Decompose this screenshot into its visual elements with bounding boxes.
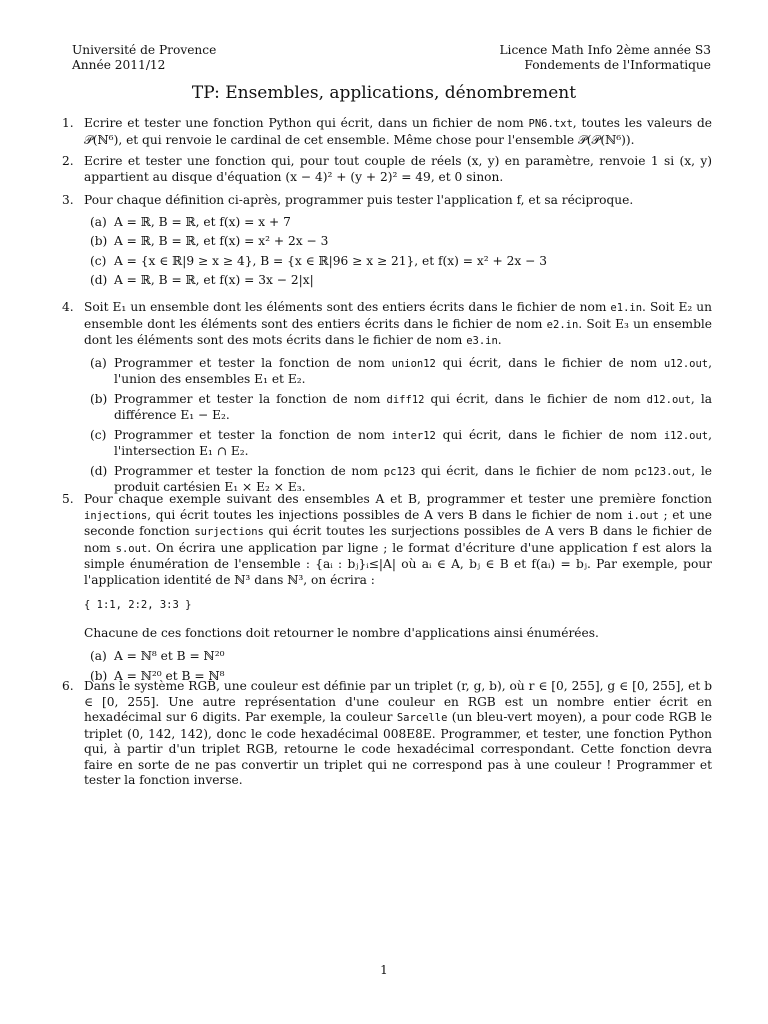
exercise-1 [62,116,712,148]
university-name: Université de Provence [72,43,217,57]
exercise-2 [62,154,712,185]
filename: pc123.out [634,465,692,478]
subitem-d: (d) A = ℝ, B = ℝ, et f(x) = 3x − 2|x| [90,273,314,287]
exercise-5 [62,492,712,684]
subitem-b: (b) A = ℝ, B = ℝ, et f(x) = x² + 2x − 3 [90,234,329,248]
filename: u12.out [663,357,709,370]
header-right [499,43,711,73]
function-name: inter12 [391,429,436,442]
color-name: Sarcelle [396,712,448,724]
exercise-3 [62,193,712,289]
function-name: injections [84,509,148,522]
filename: e3.in [466,335,498,347]
exercise-text: Ecrire et tester une fonction Python qui écrit, dans un fichier de nom PN6.txt, toutes les valeurs de 𝒫(ℕ⁶), et qui renvoie le cardinal de cet ensemble. Même chose pour l'ensemble 𝒫(𝒫(ℕ⁶)). [84,116,712,147]
function-name: diff12 [386,393,425,406]
filename: s.out [115,542,148,555]
filename: d12.out [646,393,691,406]
subitem-b: (b) Programmer et tester la fonction de nom diff12 qui écrit, dans le fichier de nom d12.out, la différence E₁ − E₂. [90,391,712,422]
exercise-number: 2. [62,154,74,168]
exercise-number: 3. [62,193,74,207]
filename: e2.in [546,318,579,331]
header-left [72,43,216,73]
exercise-text: Ecrire et tester une fonction qui, pour tout couple de réels (x, y) en paramètre, renvoie 1 si (x, y) appartient au disque d'équation (x − 4)² + (y + 2)² = 49, et 0 sinon. [84,154,712,184]
exercise-number: 6. [62,679,74,693]
academic-year: Année 2011/12 [72,58,166,72]
exercise-4 [62,300,712,496]
course-name: Fondements de l'Informatique [524,58,711,72]
subitem-a: (a) A = ℕ⁸ et B = ℕ²⁰ [90,649,225,663]
subitem-b: (b) A = ℕ²⁰ et B = ℕ⁸ [90,668,225,683]
subitem-c: (c) A = {x ∈ ℝ|9 ≥ x ≥ 4}, B = {x ∈ ℝ|96 ≥ x ≥ 21}, et f(x) = x² + 2x − 3 [90,253,547,268]
filename: i.out [627,509,659,522]
exercise-number: 5. [62,492,74,506]
subitem-c: (c) Programmer et tester la fonction de nom inter12 qui écrit, dans le fichier de nom i12.out, l'intersection E₁ ∩ E₂. [90,427,712,458]
function-name: pc123 [383,465,416,478]
exercise-note: Chacune de ces fonctions doit retourner le nombre d'applications ainsi énumérées. [84,625,599,640]
exercise-6 [62,679,712,789]
page-number: 1 [380,963,388,977]
exercise-text: Soit E₁ un ensemble dont les éléments sont des entiers écrits dans le fichier de nom e1.in. Soit E₂ un ensemble dont les éléments sont des entiers écrits dans le fichier de nom e2.in. Soit E₃ un ensemble dont les éléments sont des mots écrits dans le fichier de nom e3.in. [84,300,712,347]
subitem-a: (a) A = ℝ, B = ℝ, et f(x) = x + 7 [90,214,291,229]
subitem-d: (d) Programmer et tester la fonction de nom pc123 qui écrit, dans le fichier de nom pc123.out, le produit cartésien E₁ × E₂ × E₃. [90,463,713,494]
exercise-text: Dans le système RGB, une couleur est définie par un triplet (r, g, b), où r ∈ [0, 255], g ∈ [0, 255], et b ∈ [0, 255]. Une autre représentation d'une couleur en RGB est un nombre entier écrit en hexadécimal sur 6 digits. Par exemple, la couleur Sarcelle (un bleu-vert moyen), a pour code RGB le triplet (0, 142, 142), donc le code hexadécimal 008E8E. Programmer, et tester, une fonction Python qui, à partir d'un triplet RGB, retourne le code hexadécimal correspondant. Cette fonction devra faire en sorte de ne pas convertir un triplet qui ne correspond pas à une couleur ! Programmer et tester la fonction inverse. [84,679,713,787]
code-example: { 1:1, 2:2, 3:3 } [84,599,192,611]
exercise-number: 4. [62,300,74,314]
filename: PN6.txt [528,118,573,130]
filename: e1.in [610,302,643,314]
exercise-text: Pour chaque exemple suivant des ensembles A et B, programmer et tester une première fonction injections, qui écrit toutes les injections possibles de A vers B dans le fichier de nom i.out ; et une seconde fonction surjections qui écrit toutes les surjections possibles de A vers B dans le fichier de nom s.out. On écrira une application par ligne ; le format d'écriture d'une application f est alors la simple énumération de l'ensemble : {aᵢ : bⱼ}ᵢ≤|A| où aᵢ ∈ A, bⱼ ∈ B et f(aᵢ) = bⱼ. Par exemple, pour l'application identité de ℕ³ dans ℕ³, on écrira : [84,492,713,587]
exercise-text: Pour chaque définition ci-après, programmer puis tester l'application f, et sa réciproque. [84,193,634,207]
course-level: Licence Math Info 2ème année S3 [499,43,711,57]
function-name: surjections [194,526,264,538]
document-title: TP: Ensembles, applications, dénombrement [191,83,577,103]
subitem-a: (a) Programmer et tester la fonction de nom union12 qui écrit, dans le fichier de nom u12.out, l'union des ensembles E₁ et E₂. [90,355,712,386]
exercise-number: 1. [62,116,74,130]
function-name: union12 [391,357,436,370]
filename: i12.out [663,429,709,442]
